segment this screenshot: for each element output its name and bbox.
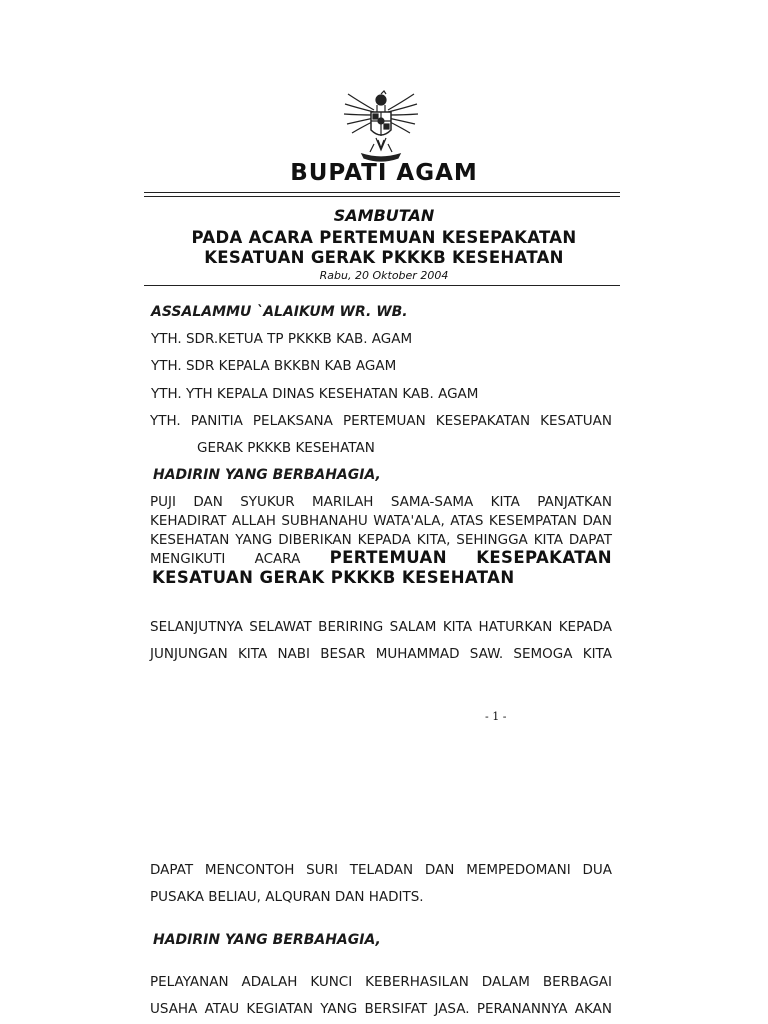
addressee-line: GERAK PKKKB KESEHATAN: [197, 440, 375, 456]
garuda-emblem-icon: [340, 88, 422, 166]
greeting: ASSALAMMU `ALAIKUM WR. WB.: [151, 304, 408, 320]
addressee-line: YTH. YTH KEPALA DINAS KESEHATAN KAB. AGAM: [151, 386, 479, 402]
addressee-line: YTH. SDR KEPALA BKKBN KAB AGAM: [151, 358, 397, 374]
paragraph-bold-word: PERTEMUAN: [329, 548, 447, 567]
paragraph-line: SELANJUTNYA SELAWAT BERIRING SALAM KITA HATURKAN KEPADA: [150, 619, 612, 635]
event-title-line-1: PADA ACARA PERTEMUAN KESEPAKATAN: [191, 228, 577, 247]
event-title-line-2: KESATUAN GERAK PKKKB KESEHATAN: [204, 248, 564, 267]
addressee-line: YTH. SDR.KETUA TP PKKKB KAB. AGAM: [151, 331, 413, 347]
header-divider: [144, 285, 620, 286]
paragraph-line: USAHA ATAU KEGIATAN YANG BERSIFAT JASA. PERANANNYA AKAN: [150, 1001, 612, 1017]
paragraph-line: KEHADIRAT ALLAH SUBHANAHU WATA'ALA, ATAS KESEMPATAN DAN: [150, 513, 612, 529]
double-rule-bottom: [144, 196, 620, 197]
hadirin-heading: HADIRIN YANG BERBAHAGIA,: [153, 932, 381, 948]
hadirin-heading: HADIRIN YANG BERBAHAGIA,: [153, 467, 381, 483]
paragraph-mixed-line: [150, 548, 612, 567]
paragraph-line: PUJI DAN SYUKUR MARILAH SAMA-SAMA KITA PANJATKAN: [150, 494, 612, 510]
paragraph-line: DAPAT MENCONTOH SURI TELADAN DAN MEMPEDOMANI DUA: [150, 862, 612, 878]
paragraph-line: PELAYANAN ADALAH KUNCI KEBERHASILAN DALAM BERBAGAI: [150, 974, 612, 990]
paragraph-word: ACARA: [254, 551, 301, 567]
paragraph-line: KESEHATAN YANG DIBERIKAN KEPADA KITA, SEHINGGA KITA DAPAT: [150, 532, 612, 548]
paragraph-line: JUNJUNGAN KITA NABI BESAR MUHAMMAD SAW. SEMOGA KITA: [150, 646, 612, 662]
page-title: BUPATI AGAM: [290, 160, 478, 186]
sambutan-heading: SAMBUTAN: [333, 206, 435, 225]
paragraph-bold-word: KESEPAKATAN: [476, 548, 612, 567]
paragraph-word: MENGIKUTI: [150, 551, 226, 567]
page-number: - 1 -: [485, 710, 507, 723]
paragraph-line: PUSAKA BELIAU, ALQURAN DAN HADITS.: [150, 889, 424, 905]
event-date: Rabu, 20 Oktober 2004: [319, 269, 449, 282]
addressee-line: YTH. PANITIA PELAKSANA PERTEMUAN KESEPAKATAN KESATUAN: [150, 413, 612, 429]
paragraph-bold-line: KESATUAN GERAK PKKKB KESEHATAN: [152, 568, 515, 587]
double-rule-top: [144, 192, 620, 193]
